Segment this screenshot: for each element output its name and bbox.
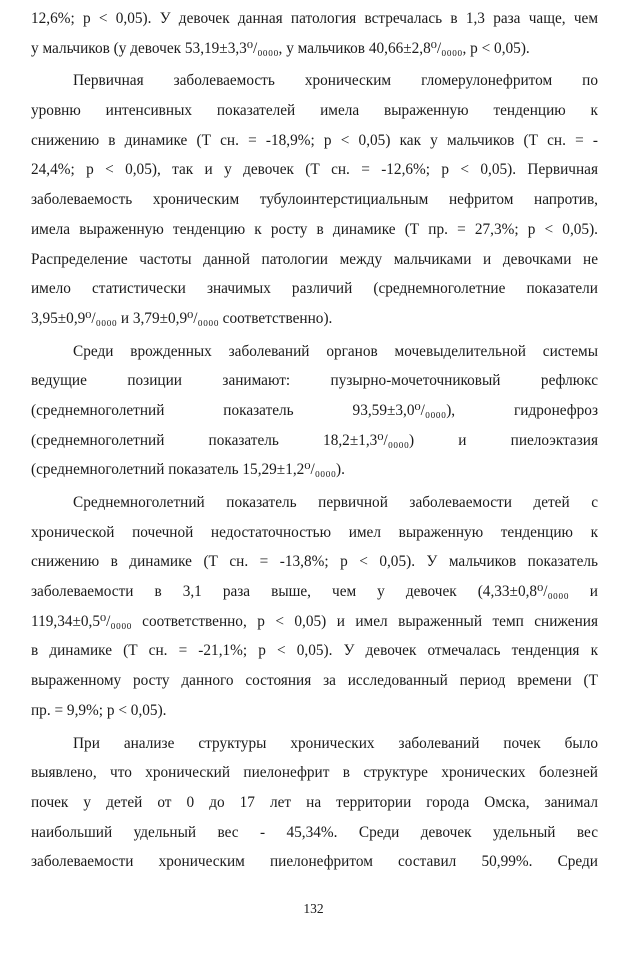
text-line: Первичная заболеваемость хроническим гломерулонефритом по: [73, 72, 598, 90]
document-body: [31, 4, 598, 877]
text-line: Среди врожденных заболеваний органов мочевыделительной системы: [73, 342, 598, 360]
text-line: заболеваемость хроническим тубулоинтерстициальным нефритом напротив,: [31, 191, 598, 209]
paragraph: [31, 337, 598, 485]
text-line: При анализе структуры хронических заболеваний почек было: [73, 734, 598, 752]
text-line: (среднемноголетний показатель 93,59±3,0⁰/₀₀₀₀), гидронефроз: [31, 401, 598, 419]
text-line: выявлено, что хронический пиелонефрит в структуре хронических болезней: [31, 764, 598, 782]
paragraph: [31, 488, 598, 726]
text-line: пр. = 9,9%; p < 0,05).: [31, 701, 167, 719]
text-line: в динамике (Т сн. = -21,1%; p < 0,05). У девочек отмечалась тенденция к: [31, 642, 598, 660]
text-line: 3,95±0,9⁰/₀₀₀₀ и 3,79±0,9⁰/₀₀₀₀ соответственно).: [31, 309, 333, 327]
text-line: почек у детей от 0 до 17 лет на территории города Омска, занимал: [31, 793, 598, 811]
paragraph: [31, 66, 598, 333]
text-line: 24,4%; p < 0,05), так и у девочек (Т сн. = -12,6%; p < 0,05). Первичная: [31, 161, 598, 179]
text-line: снижению в динамике (Т сн. = -18,9%; p < 0,05) как у мальчиков (Т сн. = -: [31, 131, 598, 149]
text-line: выраженному росту данного состояния за исследованный период времени (Т: [31, 672, 598, 690]
paragraph: [31, 729, 598, 877]
text-line: уровню интенсивных показателей имела выраженную тенденцию к: [31, 102, 598, 120]
text-line: наибольший удельный вес - 45,34%. Среди девочек удельный вес: [31, 823, 598, 841]
text-line: (среднемноголетний показатель 15,29±1,2⁰/₀₀₀₀).: [31, 461, 345, 479]
text-line: имело статистически значимых различий (среднемноголетние показатели: [31, 280, 598, 298]
page-number: 132: [303, 901, 324, 916]
paragraph: [31, 4, 598, 63]
text-line: имела выраженную тенденцию к росту в динамике (Т пр. = 27,3%; p < 0,05).: [31, 220, 598, 238]
text-line: хронической почечной недостаточностью имел выраженную тенденцию к: [31, 523, 598, 541]
text-line: Распределение частоты данной патологии между мальчиками и девочками не: [31, 250, 598, 268]
text-line: (среднемноголетний показатель 18,2±1,3⁰/₀₀₀₀) и пиелоэктазия: [31, 431, 598, 449]
text-line: 12,6%; p < 0,05). У девочек данная патология встречалась в 1,3 раза чаще, чем: [31, 10, 598, 27]
text-line: 119,34±0,5⁰/₀₀₀₀ соответственно, p < 0,05) и имел выраженный темп снижения: [31, 612, 598, 630]
text-line: ведущие позиции занимают: пузырно-мочеточниковый рефлюкс: [31, 372, 598, 390]
text-line: заболеваемости хроническим пиелонефритом составил 50,99%. Среди: [31, 853, 598, 871]
text-line: снижению в динамике (Т сн. = -13,8%; p < 0,05). У мальчиков показатель: [31, 553, 598, 571]
text-line: у мальчиков (у девочек 53,19±3,3⁰/₀₀₀₀, у мальчиков 40,66±2,8⁰/₀₀₀₀, p < 0,05).: [31, 39, 530, 57]
text-line: заболеваемости в 3,1 раза выше, чем у девочек (4,33±0,8⁰/₀₀₀₀ и: [31, 583, 598, 601]
text-line: Среднемноголетний показатель первичной заболеваемости детей с: [73, 494, 598, 511]
